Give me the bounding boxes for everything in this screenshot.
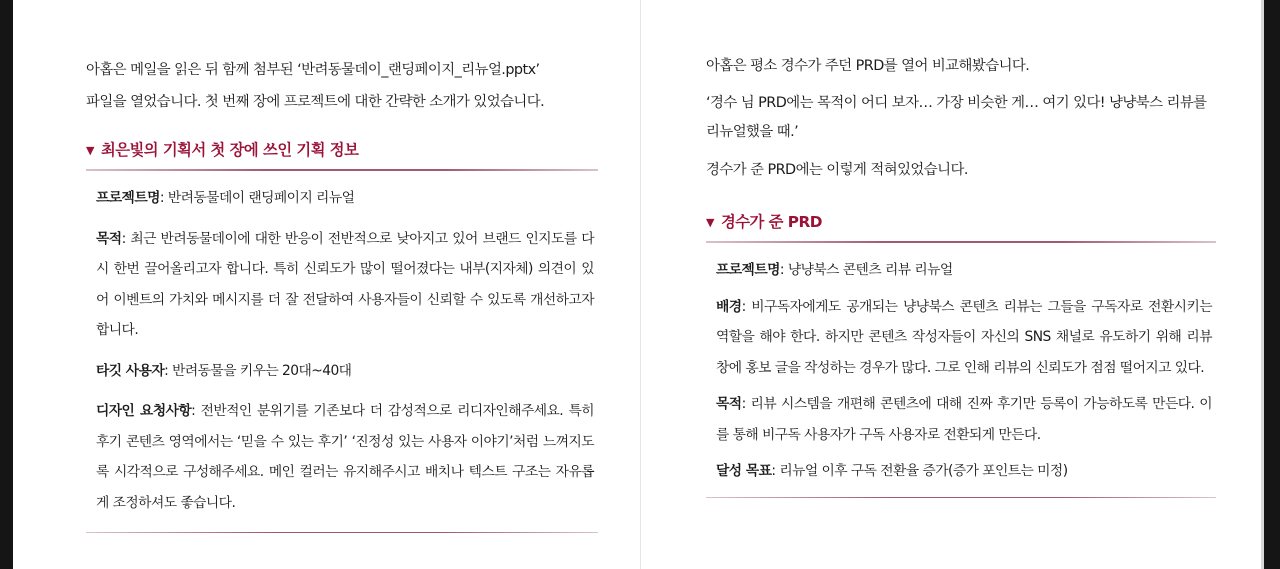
item-text: 리뷰 시스템을 개편해 콘텐츠에 대해 진짜 후기만 등록이 가능하도록 만든다. 이를 통해 비구독 사용자가 구독 사용자로 전환되게 만든다.: [716, 396, 1212, 443]
right-section-rule-bottom: [706, 497, 1216, 498]
item-text: 최근 반려동물데이에 대한 반응이 전반적으로 낮아지고 있어 브랜드 인지도를 다시 한번 끌어올리고자 합니다. 특히 신뢰도가 많이 떨어졌다는 내부(지자체) 의견이 있어 이벤트의 가치와 메시지를 더 잘 전달하여 사용자들이 신뢰할 수 있도록 개선하고자 합니다.: [96, 230, 594, 338]
item-text: 냥냥북스 콘텐츠 리뷰 리뉴얼: [787, 262, 953, 278]
left-item-target-user: 타깃 사용자: 반려동물을 키우는 20대~40대: [96, 362, 352, 379]
right-section-title: [706, 212, 1216, 232]
left-intro-line-2: 파일을 열었습니다. 첫 번째 장에 프로젝트에 대한 간략한 소개가 있었습니다.: [86, 93, 545, 110]
left-section-rule-bottom: [86, 532, 598, 533]
left-section-title: [86, 140, 598, 160]
left-item-project-name: 프로젝트명: 반려동물데이 랜딩페이지 리뉴얼: [96, 190, 355, 206]
left-intro-line-1: 아홉은 메일을 읽은 뒤 함께 첨부된 ‘반려동물데이_랜딩페이지_리뉴얼.pptx’: [86, 62, 540, 78]
right-section: [706, 212, 1216, 498]
item-label: 달성 목표: [716, 463, 772, 479]
triangle-down-icon: ▼: [706, 216, 714, 229]
page-gutter: [640, 0, 641, 569]
item-text: 리뉴얼 이후 구독 전환율 증가(증가 포인트는 미정): [779, 463, 1068, 479]
item-label: 프로젝트명: [716, 262, 780, 278]
right-item-background: 배경: 비구독자에게도 공개되는 냥냥북스 콘텐츠 리뷰는 그들을 구독자로 전환시키는 역할을 해야 한다. 하지만 콘텐츠 작성자들이 자신의 SNS 채널로 유도하기 위해 리뷰 창에 홍보 글을 작성하는 경우가 많다. 그로 인해 리뷰의 신뢰도가 점점 떨어지고 있다.: [716, 298, 1213, 376]
right-item-project-name: 프로젝트명: 냥냥북스 콘텐츠 리뷰 리뉴얼: [716, 262, 953, 278]
item-text: 전반적인 분위기를 기존보다 더 감성적으로 리디자인해주세요. 특히 후기 콘텐츠 영역에서는 ‘믿을 수 있는 후기’ ‘진정성 있는 사용자 이야기’처럼 느껴지도록 시각적으로 구성해주세요. 메인 컬러는 유지해주시고 배치나 텍스트 구조는 자유롭게 조정하셔도 좋습니다.: [96, 403, 594, 511]
right-intro-line-3: 경수가 준 PRD에는 이렇게 적혀있었습니다.: [706, 161, 968, 178]
right-intro-line-1: 아홉은 평소 경수가 주던 PRD를 열어 비교해봤습니다.: [706, 58, 1030, 74]
right-item-purpose: 목적: 리뷰 시스템을 개편해 콘텐츠에 대해 진짜 후기만 등록이 가능하도록 만든다. 이를 통해 비구독 사용자가 구독 사용자로 전환되게 만든다.: [716, 396, 1212, 443]
item-text: 반려동물을 키우는 20대~40대: [172, 362, 352, 379]
left-section: [86, 140, 598, 533]
right-info-box: [706, 255, 1216, 487]
item-label: 프로젝트명: [96, 190, 160, 206]
left-section-rule-top: [86, 169, 598, 171]
left-page: [86, 55, 598, 533]
right-section-rule-top: [706, 241, 1216, 243]
right-section-title-text: 경수가 준 PRD: [720, 213, 822, 231]
item-label: 디자인 요청사항: [96, 403, 192, 419]
scan-edge-right: [1264, 0, 1280, 569]
item-label: 타깃 사용자: [96, 362, 165, 379]
item-label: 배경: [716, 298, 742, 315]
left-item-purpose: 목적: 최근 반려동물데이에 대한 반응이 전반적으로 낮아지고 있어 브랜드 인지도를 다시 한번 끌어올리고자 합니다. 특히 신뢰도가 많이 떨어졌다는 내부(지자체) 의견이 있어 이벤트의 가치와 메시지를 더 잘 전달하여 사용자들이 신뢰할 수 있도록 개선하고자 합니다.: [96, 230, 594, 338]
left-info-box: [86, 183, 598, 518]
item-text: 비구독자에게도 공개되는 냥냥북스 콘텐츠 리뷰는 그들을 구독자로 전환시키는 역할을 해야 한다. 하지만 콘텐츠 작성자들이 자신의 SNS 채널로 유도하기 위해 리뷰 창에 홍보 글을 작성하는 경우가 많다. 그로 인해 리뷰의 신뢰도가 점점 떨어지고 있다.: [716, 298, 1213, 376]
item-label: 목적: [716, 396, 742, 412]
scan-edge-left: [0, 0, 13, 569]
left-section-title-text: 최은빛의 기획서 첫 장에 쓰인 기획 정보: [100, 141, 359, 159]
right-intro-quote: ‘경수 님 PRD에는 목적이 어디 보자… 가장 비슷한 게… 여기 있다! 냥냥북스 리뷰를 리뉴얼했을 때.’: [706, 94, 1207, 140]
right-item-goal: 달성 목표: 리뉴얼 이후 구독 전환율 증가(증가 포인트는 미정): [716, 463, 1068, 479]
item-label: 목적: [96, 230, 122, 247]
left-item-design-request: 디자인 요청사항: 전반적인 분위기를 기존보다 더 감성적으로 리디자인해주세요. 특히 후기 콘텐츠 영역에서는 ‘믿을 수 있는 후기’ ‘진정성 있는 사용자 이야기’처럼 느껴지도록 시각적으로 구성해주세요. 메인 컬러는 유지해주시고 배치나 텍스트 구조는 자유롭게 조정하셔도 좋습니다.: [96, 403, 594, 511]
right-page: [706, 51, 1216, 498]
triangle-down-icon: ▼: [86, 144, 94, 157]
item-text: 반려동물데이 랜딩페이지 리뉴얼: [167, 190, 355, 206]
